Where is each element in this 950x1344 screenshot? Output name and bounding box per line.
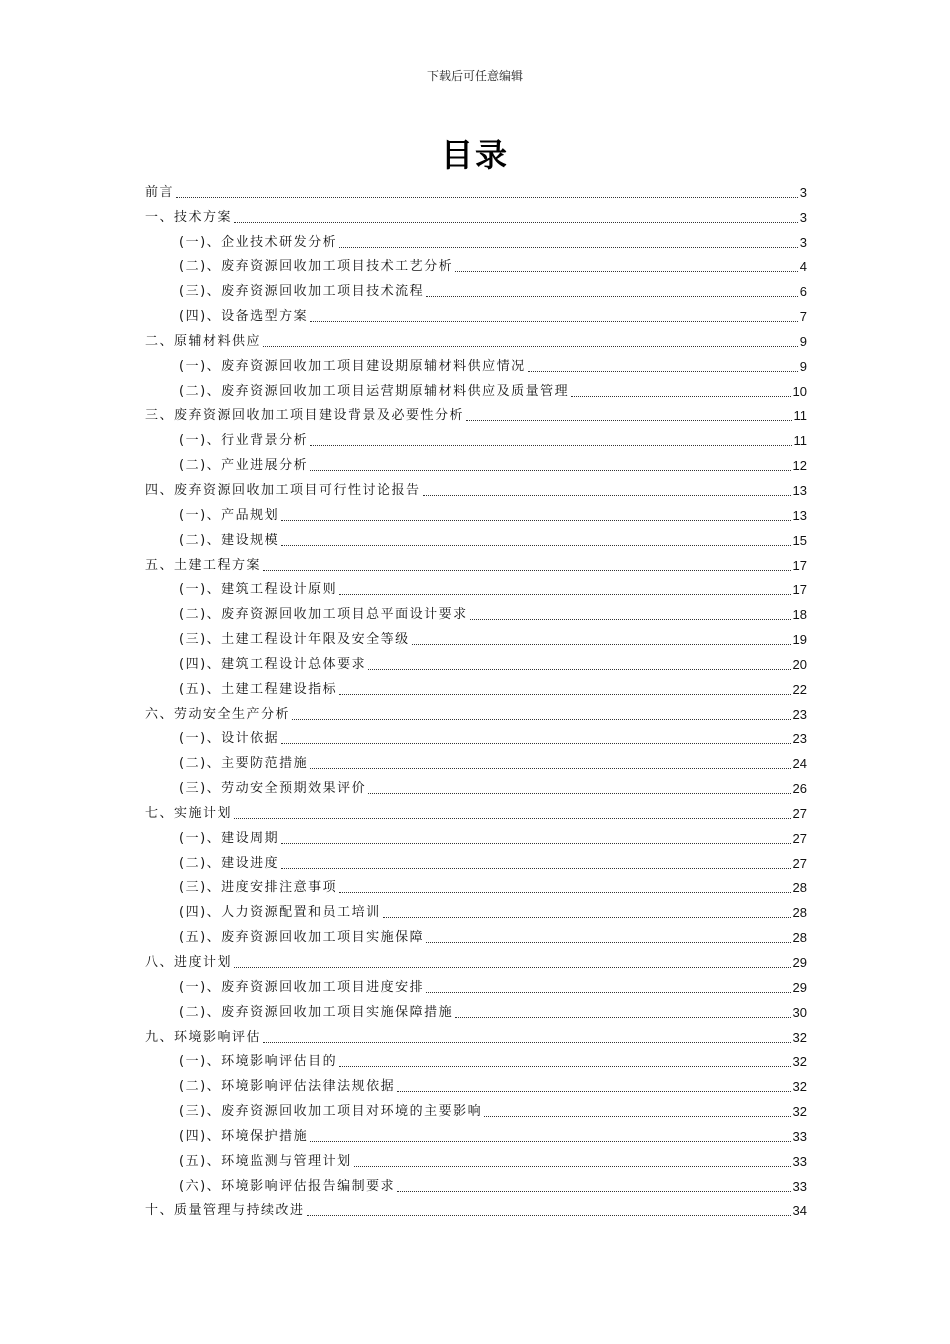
toc-entry-page-number: 32 <box>792 1079 807 1095</box>
toc-entry[interactable] <box>145 1196 807 1221</box>
toc-dot-leader <box>234 818 791 819</box>
toc-entry[interactable] <box>145 550 807 575</box>
toc-entry-text: (三)、废弃资源回收加工项目技术流程 <box>179 284 425 300</box>
toc-entry-text: (二)、产业进展分析 <box>179 458 309 474</box>
toc-entry[interactable] <box>145 848 807 873</box>
toc-dot-leader <box>281 545 790 546</box>
toc-entry-page-number: 17 <box>792 582 807 598</box>
toc-dot-leader <box>339 1066 790 1067</box>
toc-dot-leader <box>455 1017 790 1018</box>
toc-entry[interactable] <box>145 301 807 326</box>
toc-entry-page-number: 34 <box>792 1203 807 1219</box>
toc-entry-page-number: 32 <box>792 1104 807 1120</box>
toc-entry[interactable] <box>145 376 807 401</box>
toc-dot-leader <box>263 570 791 571</box>
toc-entry-text: 十、质量管理与持续改进 <box>145 1203 305 1219</box>
toc-entry[interactable] <box>145 575 807 600</box>
toc-entry-text: (二)、废弃资源回收加工项目技术工艺分析 <box>179 259 454 275</box>
toc-entry-page-number: 33 <box>792 1128 807 1144</box>
toc-entry-text: (一)、产品规划 <box>179 507 280 523</box>
toc-dot-leader <box>307 1215 791 1216</box>
toc-entry[interactable] <box>145 997 807 1022</box>
toc-dot-leader <box>339 892 790 893</box>
toc-entry-page-number: 9 <box>799 358 807 374</box>
toc-entry-text: (三)、土建工程设计年限及安全等级 <box>179 632 410 648</box>
toc-entry-text: (二)、环境影响评估法律法规依据 <box>179 1079 396 1095</box>
toc-entry-page-number: 29 <box>792 955 807 970</box>
toc-dot-leader <box>466 420 791 421</box>
toc-entry-page-number: 30 <box>792 1004 807 1020</box>
toc-entry-text: (二)、建设规模 <box>179 532 280 548</box>
toc-entry-page-number: 32 <box>792 1029 807 1045</box>
toc-dot-leader <box>423 495 791 496</box>
toc-entry-text: 前言 <box>145 184 175 200</box>
toc-entry-page-number: 20 <box>792 656 807 672</box>
toc-entry-text: (五)、环境监测与管理计划 <box>179 1153 352 1169</box>
toc-entry-page-number: 3 <box>799 184 807 200</box>
toc-entry[interactable] <box>145 773 807 798</box>
toc-entry[interactable] <box>145 947 807 972</box>
toc-entry-page-number: 27 <box>792 830 807 846</box>
toc-entry-page-number: 22 <box>792 681 807 697</box>
toc-entry[interactable] <box>145 450 807 475</box>
toc-entry-text: (五)、土建工程建设指标 <box>179 681 338 697</box>
toc-dot-leader <box>281 743 790 744</box>
header-note: 下载后可任意编辑 <box>426 69 523 83</box>
toc-entry[interactable] <box>145 873 807 898</box>
toc-dot-leader <box>339 694 790 695</box>
toc-entry-page-number: 18 <box>792 607 807 623</box>
toc-entry-text: (三)、进度安排注意事项 <box>179 880 338 896</box>
toc-entry-text: 六、劳动安全生产分析 <box>145 706 291 722</box>
table-of-contents <box>145 177 807 1220</box>
toc-entry-text: 八、进度计划 <box>145 955 233 970</box>
toc-entry[interactable] <box>145 599 807 624</box>
toc-entry-page-number: 23 <box>792 731 807 747</box>
toc-entry[interactable] <box>145 525 807 550</box>
toc-entry-page-number: 24 <box>792 756 807 772</box>
toc-entry[interactable] <box>145 699 807 724</box>
toc-entry-text: (一)、废弃资源回收加工项目建设期原辅材料供应情况 <box>179 358 526 374</box>
toc-entry-text: 三、废弃资源回收加工项目建设背景及必要性分析 <box>145 408 465 424</box>
toc-dot-leader <box>263 1042 791 1043</box>
toc-dot-leader <box>484 1116 790 1117</box>
toc-entry-page-number: 3 <box>799 209 807 225</box>
toc-entry-text: (四)、建筑工程设计总体要求 <box>179 656 367 672</box>
toc-dot-leader <box>412 644 791 645</box>
toc-entry-page-number: 28 <box>792 880 807 896</box>
toc-dot-leader <box>292 719 791 720</box>
toc-entry-page-number: 9 <box>799 333 807 349</box>
toc-entry-page-number: 7 <box>799 309 807 325</box>
toc-entry[interactable] <box>145 1071 807 1096</box>
toc-entry[interactable] <box>145 227 807 252</box>
toc-entry-text: (五)、废弃资源回收加工项目实施保障 <box>179 930 425 946</box>
toc-entry-page-number: 32 <box>792 1054 807 1070</box>
toc-entry[interactable] <box>145 500 807 525</box>
toc-entry[interactable] <box>145 972 807 997</box>
toc-entry-text: (二)、建设进度 <box>179 855 280 871</box>
toc-entry[interactable] <box>145 202 807 227</box>
toc-entry-text: 七、实施计划 <box>145 805 233 821</box>
toc-entry[interactable] <box>145 1146 807 1171</box>
toc-dot-leader <box>339 594 790 595</box>
toc-dot-leader <box>397 1191 790 1192</box>
toc-entry[interactable] <box>145 1047 807 1072</box>
toc-entry-page-number: 13 <box>792 482 807 498</box>
toc-dot-leader <box>234 222 798 223</box>
toc-entry-page-number: 4 <box>799 259 807 275</box>
toc-entry[interactable] <box>145 351 807 376</box>
toc-entry-page-number: 23 <box>792 706 807 722</box>
toc-entry-page-number: 17 <box>792 557 807 573</box>
toc-entry[interactable] <box>145 674 807 699</box>
toc-entry-page-number: 15 <box>792 532 807 548</box>
toc-dot-leader <box>368 793 790 794</box>
toc-entry[interactable] <box>145 748 807 773</box>
toc-entry[interactable] <box>145 475 807 500</box>
toc-dot-leader <box>426 942 790 943</box>
toc-entry-text: 九、环境影响评估 <box>145 1029 262 1045</box>
toc-entry-text: 四、废弃资源回收加工项目可行性讨论报告 <box>145 482 421 498</box>
toc-dot-leader <box>310 1141 790 1142</box>
toc-entry-text: (一)、建设周期 <box>179 830 280 846</box>
toc-entry-text: (二)、废弃资源回收加工项目实施保障措施 <box>179 1004 454 1020</box>
toc-entry-text: (三)、劳动安全预期效果评价 <box>179 781 367 797</box>
toc-entry-page-number: 11 <box>793 433 807 449</box>
toc-entry[interactable] <box>145 177 807 202</box>
toc-entry[interactable] <box>145 326 807 351</box>
toc-dot-leader <box>470 619 791 620</box>
toc-entry-page-number: 28 <box>792 930 807 946</box>
toc-entry-text: (四)、设备选型方案 <box>179 309 309 325</box>
toc-entry[interactable] <box>145 1171 807 1196</box>
toc-entry-text: (六)、环境影响评估报告编制要求 <box>179 1178 396 1194</box>
toc-entry[interactable] <box>145 823 807 848</box>
toc-entry-page-number: 33 <box>792 1153 807 1169</box>
toc-dot-leader <box>383 917 791 918</box>
toc-dot-leader <box>426 296 798 297</box>
toc-entry-page-number: 11 <box>793 408 807 424</box>
toc-dot-leader <box>426 992 790 993</box>
toc-entry[interactable] <box>145 425 807 450</box>
toc-entry[interactable] <box>145 1096 807 1121</box>
toc-entry-text: (四)、人力资源配置和员工培训 <box>179 905 381 921</box>
toc-entry[interactable] <box>145 401 807 426</box>
toc-dot-leader <box>455 271 798 272</box>
toc-entry-page-number: 27 <box>792 805 807 821</box>
toc-entry-text: (三)、废弃资源回收加工项目对环境的主要影响 <box>179 1104 483 1120</box>
toc-entry-text: (二)、主要防范措施 <box>179 756 309 772</box>
toc-entry-text: (一)、设计依据 <box>179 731 280 747</box>
toc-dot-leader <box>281 868 790 869</box>
toc-dot-leader <box>176 197 798 198</box>
toc-dot-leader <box>234 967 791 968</box>
toc-entry[interactable] <box>145 252 807 277</box>
toc-entry-text: (一)、企业技术研发分析 <box>179 234 338 250</box>
toc-dot-leader <box>281 843 790 844</box>
toc-entry[interactable] <box>145 897 807 922</box>
toc-entry[interactable] <box>145 1022 807 1047</box>
toc-dot-leader <box>339 247 798 248</box>
toc-entry-text: 五、土建工程方案 <box>145 557 262 573</box>
toc-entry-page-number: 12 <box>792 458 807 474</box>
toc-dot-leader <box>310 445 791 446</box>
toc-entry[interactable] <box>145 1121 807 1146</box>
toc-entry-text: (二)、废弃资源回收加工项目总平面设计要求 <box>179 607 468 623</box>
toc-entry[interactable] <box>145 276 807 301</box>
toc-title: 目录 <box>440 136 509 174</box>
toc-entry-text: (一)、行业背景分析 <box>179 433 309 449</box>
toc-entry-page-number: 33 <box>792 1178 807 1194</box>
toc-entry-page-number: 28 <box>792 905 807 921</box>
toc-entry[interactable] <box>145 649 807 674</box>
toc-entry[interactable] <box>145 798 807 823</box>
toc-entry-text: (一)、环境影响评估目的 <box>179 1054 338 1070</box>
toc-entry-page-number: 13 <box>792 507 807 523</box>
toc-entry-page-number: 6 <box>799 284 807 300</box>
toc-dot-leader <box>281 520 790 521</box>
toc-entry-page-number: 26 <box>792 781 807 797</box>
toc-dot-leader <box>310 321 798 322</box>
toc-entry[interactable] <box>145 624 807 649</box>
toc-dot-leader <box>571 396 790 397</box>
toc-entry-page-number: 19 <box>792 632 807 648</box>
toc-entry-page-number: 3 <box>799 234 807 250</box>
toc-entry-text: 二、原辅材料供应 <box>145 333 262 349</box>
toc-entry-text: (四)、环境保护措施 <box>179 1128 309 1144</box>
toc-dot-leader <box>263 346 798 347</box>
toc-dot-leader <box>310 768 790 769</box>
toc-entry-page-number: 29 <box>792 979 807 995</box>
toc-dot-leader <box>354 1166 791 1167</box>
toc-entry-page-number: 27 <box>792 855 807 871</box>
toc-entry-text: 一、技术方案 <box>145 209 233 225</box>
toc-entry-text: (二)、废弃资源回收加工项目运营期原辅材料供应及质量管理 <box>179 383 570 399</box>
toc-entry-text: (一)、建筑工程设计原则 <box>179 582 338 598</box>
toc-dot-leader <box>368 669 790 670</box>
toc-dot-leader <box>397 1091 790 1092</box>
toc-entry-text: (一)、废弃资源回收加工项目进度安排 <box>179 979 425 995</box>
toc-entry[interactable] <box>145 724 807 749</box>
toc-dot-leader <box>528 371 798 372</box>
toc-entry[interactable] <box>145 922 807 947</box>
toc-dot-leader <box>310 470 790 471</box>
toc-entry-page-number: 10 <box>792 383 807 399</box>
